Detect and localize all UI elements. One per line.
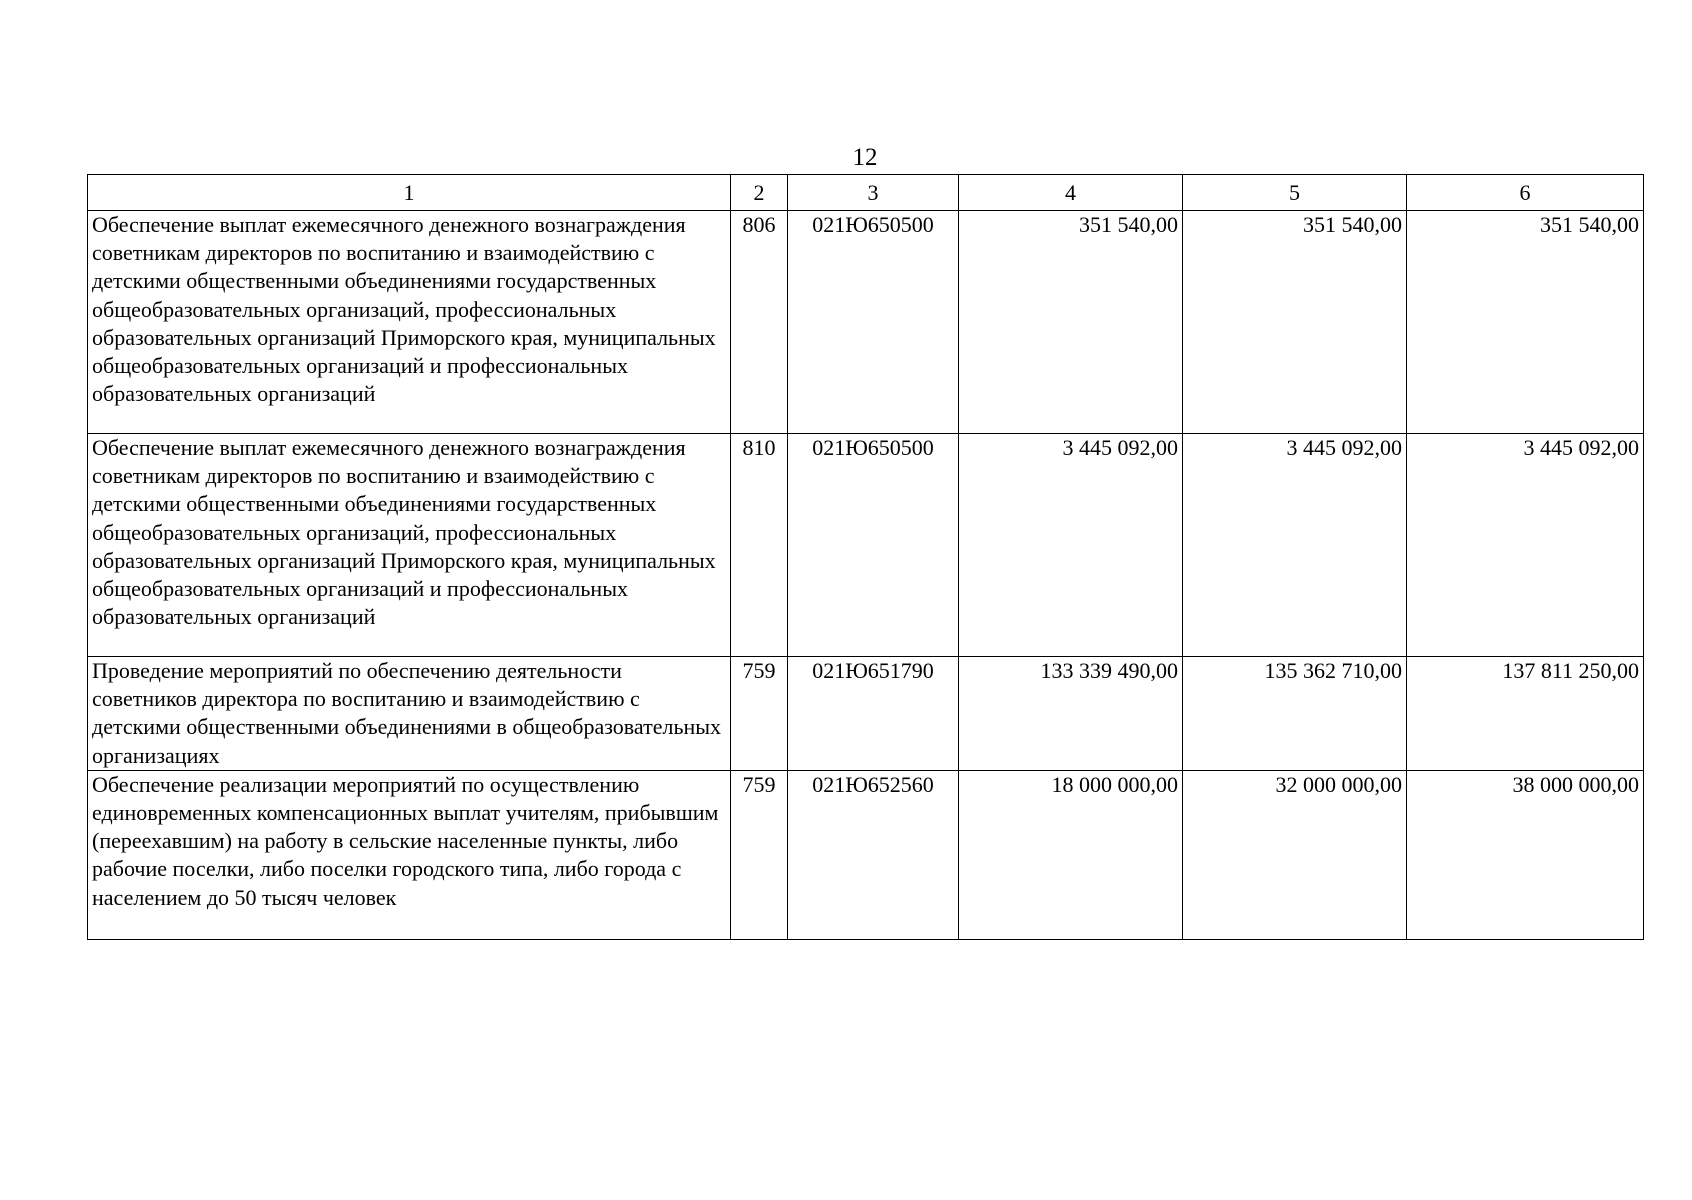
table-row [88, 657, 1644, 771]
row-target-code: 021Ю651790 [788, 657, 959, 771]
header-col-4: 4 [959, 175, 1183, 211]
header-row [88, 175, 1644, 211]
row-target-code: 021Ю650500 [788, 434, 959, 657]
row-description: Обеспечение реализации мероприятий по осуществлению единовременных компенсационных выплат учителям, прибывшим (переехавшим) на работу в сельские населенные пункты, либо рабочие поселки, либо поселки городского типа, либо города с населением до 50 тысяч человек [88, 770, 731, 939]
row-target-code: 021Ю650500 [788, 211, 959, 434]
row-amount-col5: 351 540,00 [1183, 211, 1407, 434]
row-amount-col6: 38 000 000,00 [1407, 770, 1644, 939]
row-grbs-code: 759 [731, 770, 788, 939]
row-amount-col4: 18 000 000,00 [959, 770, 1183, 939]
row-grbs-code: 806 [731, 211, 788, 434]
row-target-code: 021Ю652560 [788, 770, 959, 939]
row-description: Обеспечение выплат ежемесячного денежного вознаграждения советникам директоров по воспитанию и взаимодействию с детскими общественными объединениями государственных общеобразовательных организаций, профессиональных образовательных организаций Приморского края, муниципальных общеобразовательных организаций и профессиональных образовательных организаций [88, 434, 731, 657]
budget-table [87, 174, 1644, 940]
row-amount-col6: 137 811 250,00 [1407, 657, 1644, 771]
row-grbs-code: 759 [731, 657, 788, 771]
row-amount-col5: 3 445 092,00 [1183, 434, 1407, 657]
row-amount-col5: 135 362 710,00 [1183, 657, 1407, 771]
header-col-5: 5 [1183, 175, 1407, 211]
header-col-1: 1 [88, 175, 731, 211]
row-amount-col5: 32 000 000,00 [1183, 770, 1407, 939]
row-amount-col4: 351 540,00 [959, 211, 1183, 434]
row-amount-col6: 3 445 092,00 [1407, 434, 1644, 657]
table-row [88, 434, 1644, 657]
row-amount-col6: 351 540,00 [1407, 211, 1644, 434]
row-description: Обеспечение выплат ежемесячного денежного вознаграждения советникам директоров по воспитанию и взаимодействию с детскими общественными объединениями государственных общеобразовательных организаций, профессиональных образовательных организаций Приморского края, муниципальных общеобразовательных организаций и профессиональных образовательных организаций [88, 211, 731, 434]
header-col-3: 3 [788, 175, 959, 211]
table-row [88, 211, 1644, 434]
row-amount-col4: 133 339 490,00 [959, 657, 1183, 771]
table-row [88, 770, 1644, 939]
row-description: Проведение мероприятий по обеспечению деятельности советников директора по воспитанию и взаимодействию с детскими общественными объединениями в общеобразовательных организациях [88, 657, 731, 771]
page-number: 12 [852, 144, 878, 171]
row-grbs-code: 810 [731, 434, 788, 657]
header-col-2: 2 [731, 175, 788, 211]
row-amount-col4: 3 445 092,00 [959, 434, 1183, 657]
header-col-6: 6 [1407, 175, 1644, 211]
